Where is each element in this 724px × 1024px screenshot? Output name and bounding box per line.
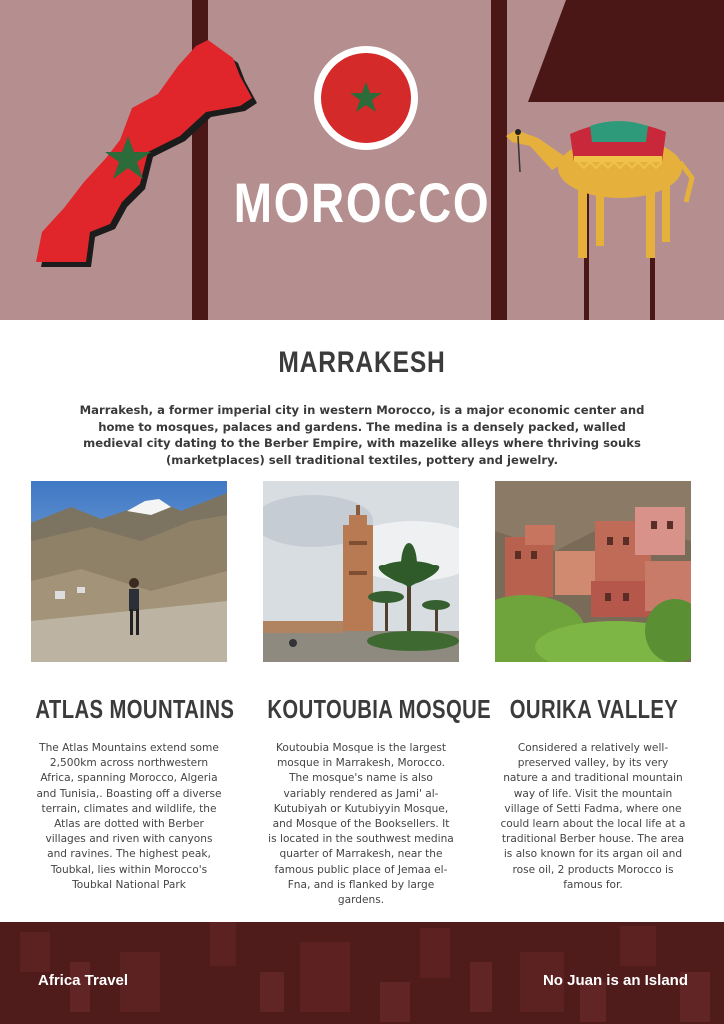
atlas-mountains-photo — [31, 481, 227, 662]
column-title-atlas-mountains: ATLAS MOUNTAINS — [35, 694, 235, 724]
footer-bar — [0, 922, 724, 1024]
column-text-atlas-mountains: The Atlas Mountains extend some 2,500km across northwestern Africa, spanning Morocco, Algeria and Tunisia,. Boasting off a diverse terrain, climates and wildlife, the Atlas are dotted with Berber villages and riven with canyons and ravines. The highest peak, Toubkal, lies within Morocco's Toubkal National Park — [36, 742, 222, 891]
moroccan-flag-icon — [314, 46, 418, 150]
column-text-koutoubia-mosque: Koutoubia Mosque is the largest mosque in Marrakesh, Morocco. The mosque's name is also variably rendered as Jami' al-Kutubiyah or Kutubiyyin Mosque, and Mosque of the Booksellers. It is located in the southwest medina quarter of Marrakesh, near the famous public place of Jemaa el-Fna, and is flanked by large gardens. — [268, 742, 454, 907]
footer-brand-left: Africa Travel — [38, 972, 129, 989]
intro-paragraph: Marrakesh, a former imperial city in western Morocco, is a major economic center and home to mosques, palaces and gardens. The medina is a densely packed, walled medieval city dating to the Berber Empire, with mazelike alleys where thriving souks (marketplaces) sell traditional textiles, pottery and jewelry. — [79, 403, 645, 467]
column-text-ourika-valley: Considered a relatively well-preserved valley, by its very nature a and traditional mountain way of life. Visit the mountain village of Setti Fadma, where one could learn about the local life at a traditional Berber house. The area is also known for its argan oil and rose oil, 2 products Morocco is famous for. — [500, 742, 686, 891]
camel-icon — [500, 112, 700, 320]
page-title: MOROCCO — [233, 171, 491, 234]
column-title-ourika-valley: OURIKA VALLEY — [509, 694, 679, 724]
column-title-koutoubia-mosque: KOUTOUBIA MOSQUE — [267, 694, 492, 724]
koutoubia-mosque-photo — [263, 481, 459, 662]
roof-shape — [528, 0, 724, 102]
ourika-valley-photo — [495, 481, 691, 662]
footer-brand-right: No Juan is an Island — [542, 972, 688, 989]
section-heading-marrakesh: MARRAKESH — [278, 346, 446, 379]
header-banner — [0, 0, 724, 320]
